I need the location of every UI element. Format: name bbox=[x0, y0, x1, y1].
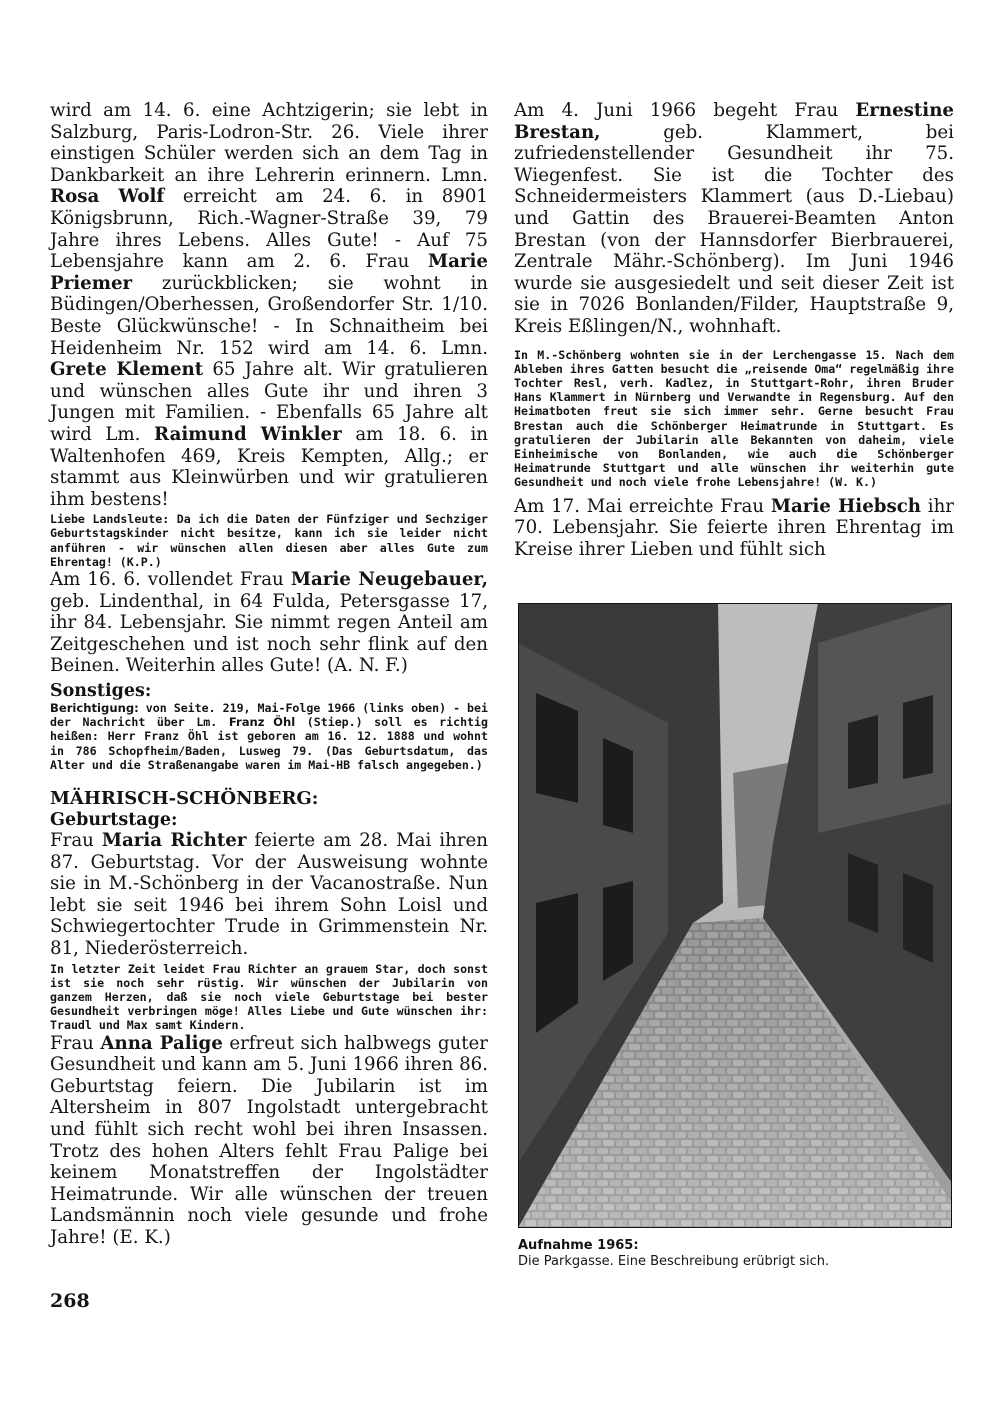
street-photo bbox=[518, 603, 952, 1228]
caption-label: Aufnahme 1965: bbox=[518, 1238, 639, 1253]
parkgasse-photo-illustration bbox=[518, 603, 952, 1228]
correction-label: Berichtigung: bbox=[50, 701, 139, 716]
person-name: Marie Hiebsch bbox=[770, 495, 922, 517]
note-paragraph: Liebe Landsleute: Da ich die Daten der Fünfziger und Sechziger Geburtstagskinder nicht besitze, kann ich sie leider nicht anführen - wir wünschen allen diesen aber alles Gute zum Ehrentag! (K.P.) bbox=[50, 512, 488, 569]
article-paragraph: wird am 14. 6. eine Achtzigerin; sie lebt in Salzburg, Paris-Lodron-Str. 26. Viele ihrer einstigen Schüler werden sich an dem Tag in Dankbarkeit an ihre Lehrerin erinnern. Lmn. Rosa Wolf erreicht am 24. 6. in 8901 Königsbrunn, Rich.-Wagner-Straße 39, 79 Jahre ihres Lebens. Alles Gute! - Auf 75 Lebensjahre kann am 2. 6. Frau Marie Priemer zurückblicken; sie wohnt in Büdingen/Oberhessen, Großendorfer Str. 1/10. Beste Glückwünsche! - In Schnaitheim bei Heidenheim Nr. 152 wird am 14. 6. Lmn. Grete Klement 65 Jahre alt. Wir gratulieren und wünschen alles Gute ihr und ihren 3 Jungen mit Familien. - Ebenfalls 65 Jahre alt wird Lm. Raimund Winkler am 18. 6. in Waltenhofen 469, Kreis Kempten, Allg.; er stammt aus Kleinwürben und wir gratulieren ihm bestens! bbox=[50, 100, 488, 510]
article-paragraph: Am 16. 6. vollendet Frau Marie Neugebauer, geb. Lindenthal, in 64 Fulda, Petersgasse 17, ihr 84. Lebensjahr. Sie nimmt regen Anteil am Zeitgeschehen und ist noch sehr flink auf den Beinen. Weiterhin alles Gute! (A. N. F.) bbox=[50, 569, 489, 677]
person-name: Maria Richter bbox=[101, 830, 247, 852]
section-heading-sonstiges: Sonstiges: bbox=[50, 681, 152, 702]
left-column bbox=[50, 100, 488, 1249]
article-paragraph: Am 17. Mai erreichte Frau Marie Hiebsch ihr 70. Lebensjahr. Sie feierte ihren Ehrentag im Kreise ihrer Lieben und fühlt sich bbox=[514, 495, 954, 560]
article-paragraph: Frau Maria Richter feierte am 28. Mai ihren 87. Geburtstag. Vor der Ausweisung wohnte sie in M.-Schönberg in der Vacanostraße. Nun lebt sie seit 1946 bei ihrem Sohn Loisl und Schwiegertochter Trude in Grimmenstein Nr. 81, Niederösterreich. bbox=[50, 830, 488, 960]
note-paragraph: In M.-Schönberg wohnten sie in der Lerchengasse 15. Nach dem Ableben ihres Gatten besucht die „reisende Oma“ regelmäßig ihre Tochter Resl, verh. Kadlez, in Stuttgart-Rohr, ihren Bruder Hans Klammert in Nürnberg und Verwandte in Regensburg. Auf den Heimatboten freut sie sich immer sehr. Gerne besucht Frau Brestan auch die Schönberger Heimatrunde in Stuttgart. Es gratulieren der Jubilarin alle Bekannten von daheim, viele Einheimische von Bonlanden, wie auch die Schönberger Heimatrunde Stuttgart und alle wünschen ihr weiterhin gute Gesundheit und noch viele frohe Lebensjahre! (W. K.) bbox=[514, 347, 954, 490]
caption-text: Die Parkgasse. Eine Beschreibung erübrigt sich. bbox=[518, 1254, 830, 1269]
photo-caption bbox=[518, 1238, 952, 1270]
note-paragraph: In letzter Zeit leidet Frau Richter an grauem Star, doch sonst ist sie noch sehr rüstig. Wir wünschen der Jubilarin von ganzem Herzen, daß sie noch viele Geburtstage bei bester Gesundheit verbringen möge! Alles Liebe und Gute wünschen ihr: Traudl und Max samt Kindern. bbox=[50, 961, 488, 1033]
person-name: Raimund Winkler bbox=[154, 423, 342, 445]
person-name: Rosa Wolf bbox=[50, 186, 165, 208]
person-name: Grete Klement bbox=[50, 359, 204, 381]
person-name: Marie Neugebauer, bbox=[290, 569, 489, 591]
section-heading-birthdays: Geburtstage: bbox=[50, 810, 178, 831]
section-heading-place: MÄHRISCH-SCHÖNBERG: bbox=[50, 788, 319, 810]
person-name: Franz Öhl bbox=[228, 715, 296, 730]
article-paragraph: Am 4. Juni 1966 begeht Frau Ernestine Brestan, geb. Klammert, bei zufriedenstellender Gesundheit ihr 75. Wiegenfest. Sie ist die Tochter des Schneidermeisters Klammert (aus D.-Liebau) und Gattin des Brauerei-Beamten Anton Brestan (von der Hannsdorfer Bierbrauerei, Zentrale Mähr.-Schönberg). Im Juni 1946 wurde sie ausgesiedelt und seit dieser Zeit ist sie in 7026 Bonlanden/Filder, Hauptstraße 9, Kreis Eßlingen/N., wohnhaft. bbox=[514, 100, 954, 337]
person-name: Marie Priemer bbox=[50, 251, 488, 294]
person-name: Anna Palige bbox=[100, 1032, 223, 1054]
article-paragraph: Frau Anna Palige erfreut sich halbwegs guter Gesundheit und kann am 5. Juni 1966 ihren 86. Geburtstag feiern. Die Jubilarin ist im Altersheim in 807 Ingolstadt untergebracht und fühlt sich recht wohl bei ihren Insassen. Trotz des hohen Alters fehlt Frau Palige bei keinem Monatstreffen der Ingolstädter Heimatrunde. Wir alle wünschen der treuen Landsmännin noch viele gesunde und frohe Jahre! (E. K.) bbox=[50, 1032, 488, 1248]
right-column bbox=[514, 100, 954, 560]
note-paragraph: Berichtigung: von Seite. 219, Mai-Folge 1966 (links oben) - bei der Nachricht über Lm. Franz Öhl (Stiep.) soll es richtig heißen: Herr Franz Öhl ist geboren am 16. 12. 1888 und wohnt in 786 Schopfheim/Baden, Lusweg 79. (Das Geburtsdatum, das Alter und die Straßenangabe waren im Mai-HB falsch angegeben.) bbox=[50, 701, 488, 772]
person-name: Ernestine Brestan, bbox=[514, 100, 954, 143]
page-number: 268 bbox=[50, 1290, 90, 1312]
